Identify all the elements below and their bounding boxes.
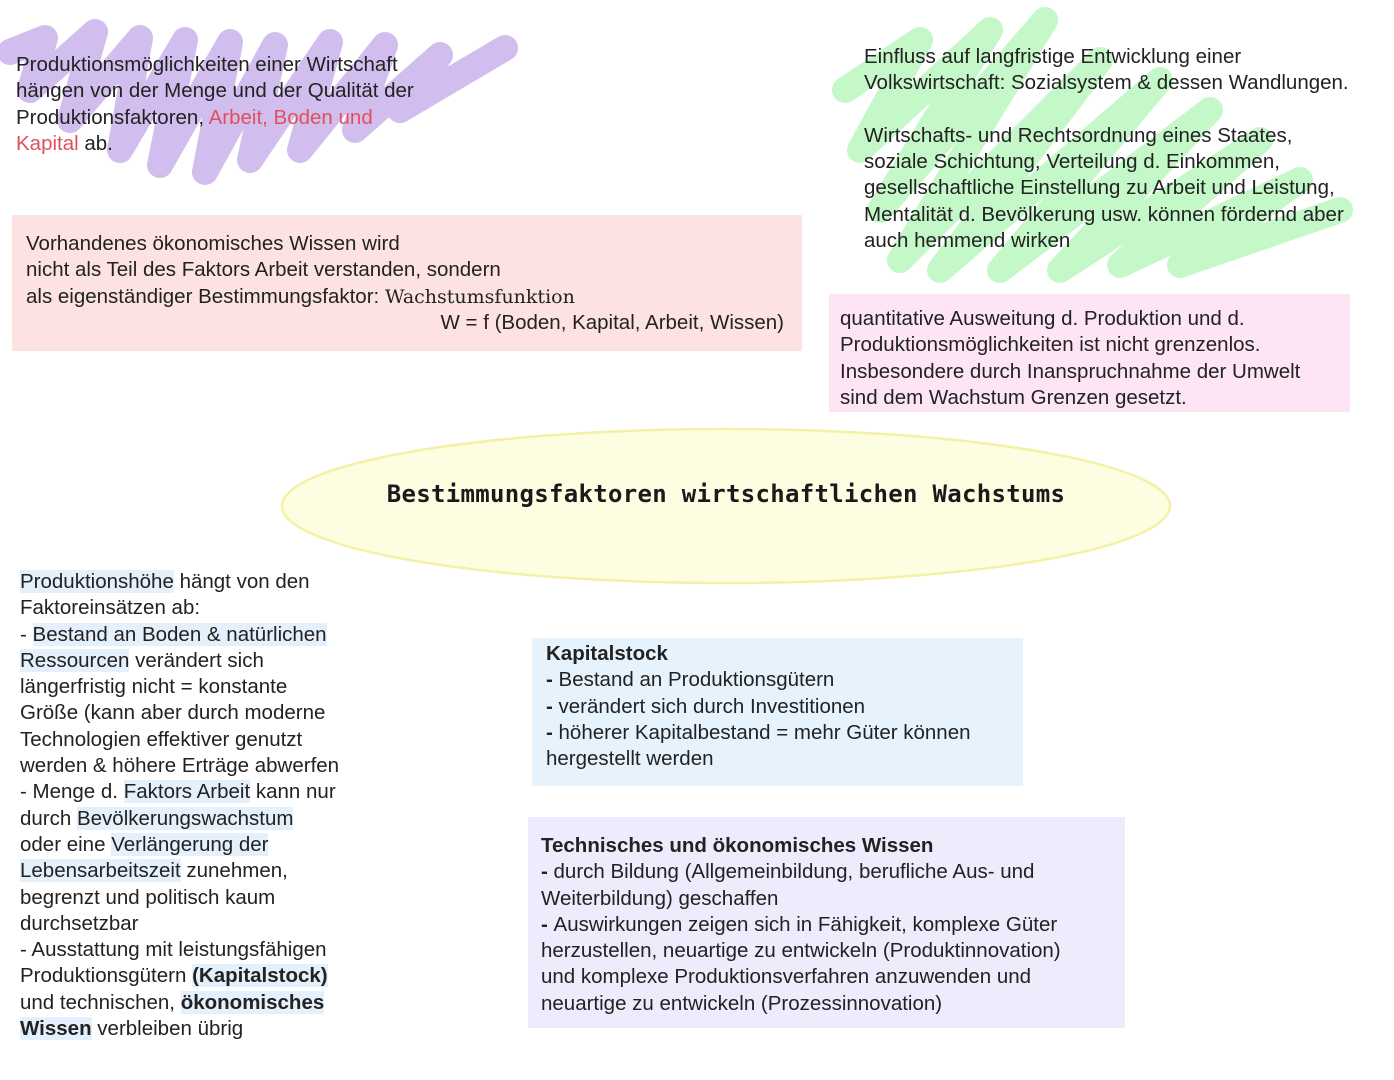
paragraph-gap (864, 97, 1394, 123)
text-segment: Bestand an Produktionsgütern (558, 668, 835, 692)
text-segment: durch (20, 806, 77, 830)
heading-text: Technisches und ökonomisches Wissen (541, 834, 934, 857)
text-line (546, 667, 1009, 693)
text-line: Mentalität d. Bevölkerung usw. können fördernd aber (864, 202, 1344, 226)
text-line (20, 832, 380, 858)
text-line: quantitative Ausweitung d. Produktion und d. (840, 307, 1245, 330)
produktionshoehe-text (20, 569, 380, 1042)
section-heading (546, 641, 1009, 667)
text-line (16, 105, 486, 131)
text-segment: - (20, 622, 33, 646)
text-segment: Produktionsgütern (20, 964, 193, 988)
text-line (541, 859, 1112, 885)
bold-term: ökonomisches (180, 990, 325, 1014)
text-segment: kann nur (250, 780, 336, 804)
text-line: Größe (kann aber durch moderne (20, 701, 326, 725)
bold-term: Wissen (20, 1017, 92, 1041)
highlighted-term: Ressourcen (20, 648, 130, 672)
highlighted-term: Verlängerung der (111, 832, 269, 856)
dash: - (546, 720, 559, 744)
text-line: Produktionsmöglichkeiten einer Wirtschaft (16, 53, 398, 76)
text-line: hängen von der Menge und der Qualität der (16, 79, 414, 103)
text-line (16, 131, 486, 157)
text-line: auch hemmend wirken (864, 229, 1071, 253)
text-line: und komplexe Produktionsverfahren anzuwenden und (541, 965, 1032, 989)
text-line: Einfluss auf langfristige Entwicklung einer (864, 45, 1242, 68)
technik-box (528, 817, 1125, 1028)
kapitalstock-box (532, 638, 1023, 786)
dash: - (546, 694, 559, 718)
text-segment: und technischen, (20, 990, 181, 1014)
highlighted-factors: Kapital (16, 131, 79, 155)
text-line (20, 648, 380, 674)
text-line (20, 779, 380, 805)
text-line: Wirtschafts- und Rechtsordnung eines Staates, (864, 123, 1293, 147)
text-line: soziale Schichtung, Verteilung d. Einkommen, (864, 150, 1280, 174)
text-segment: verändert sich durch Investitionen (558, 694, 866, 718)
text-line: werden & höhere Erträge abwerfen (20, 754, 340, 778)
highlighted-term: Faktors Arbeit (123, 780, 251, 804)
text-line: begrenzt und politisch kaum (20, 885, 276, 909)
highlighted-term: Produktionshöhe (20, 570, 174, 593)
text-line (20, 990, 380, 1016)
text-line (20, 963, 380, 989)
text-segment: als eigenständiger Bestimmungsfaktor: (26, 284, 385, 308)
text-line: hergestellt werden (546, 747, 714, 771)
text-line: nicht als Teil des Faktors Arbeit verstanden, sondern (26, 258, 501, 282)
text-line (546, 694, 1009, 720)
wachstumsfunktion-term: Wachstumsfunktion (384, 285, 575, 308)
text-line (546, 720, 1009, 746)
dash: - (541, 860, 554, 884)
highlighted-term: Bestand an Boden & natürlichen (32, 622, 327, 646)
text-segment: Produktionsfaktoren, (16, 105, 209, 129)
text-line: Weiterbildung) geschaffen (541, 886, 779, 910)
text-line (26, 284, 788, 310)
text-line: durchsetzbar (20, 911, 139, 935)
highlighted-term: Lebensarbeitszeit (20, 859, 181, 883)
text-line (541, 912, 1112, 938)
text-line: - Ausstattung mit leistungsfähigen (20, 938, 327, 962)
text-line: Insbesondere durch Inanspruchnahme der Umwelt (840, 359, 1301, 383)
text-line (20, 806, 380, 832)
text-line: Volkswirtschaft: Sozialsystem & dessen Wandlungen. (864, 71, 1349, 95)
wissen-box (12, 215, 802, 351)
text-segment: verändert sich (129, 648, 264, 672)
text-segment: durch Bildung (Allgemeinbildung, berufliche Aus- und (553, 860, 1035, 884)
heading-text: Kapitalstock (546, 642, 668, 665)
text-segment: oder eine (20, 832, 112, 856)
text-line: Vorhandenes ökonomisches Wissen wird (26, 232, 400, 255)
growth-formula: W = f (Boden, Kapital, Arbeit, Wissen) (440, 310, 784, 334)
text-line (20, 622, 380, 648)
dash: - (546, 668, 559, 692)
dash: - (541, 912, 554, 936)
highlighted-term: Bevölkerungswachstum (76, 806, 294, 830)
einfluss-text (864, 44, 1394, 254)
produktionsfaktoren-text (16, 52, 486, 157)
text-segment: ab. (78, 131, 113, 155)
text-line: neuartige zu entwickeln (Prozessinnovation) (541, 991, 943, 1015)
highlighted-factors: Arbeit, Boden und (208, 105, 373, 129)
text-line: längerfristig nicht = konstante (20, 675, 288, 699)
text-line: Faktoreinsätzen ab: (20, 596, 201, 620)
text-line (20, 1016, 380, 1042)
grenzen-box (829, 294, 1350, 412)
page-title: Bestimmungsfaktoren wirtschaftlichen Wachstums (386, 480, 1066, 508)
text-segment: verbleiben übrig (91, 1017, 244, 1041)
text-segment: - Menge d. (20, 780, 124, 804)
section-heading (541, 833, 1112, 859)
text-segment: hängt von den (173, 570, 310, 593)
bold-term: (Kapitalstock) (192, 964, 328, 988)
text-segment: zunehmen, (180, 859, 288, 883)
text-segment: höherer Kapitalbestand = mehr Güter können (558, 720, 971, 744)
text-line (20, 569, 380, 595)
text-line: sind dem Wachstum Grenzen gesetzt. (840, 385, 1187, 409)
text-line: Technologien effektiver genutzt (20, 727, 303, 751)
text-line (20, 858, 380, 884)
text-line: gesellschaftliche Einstellung zu Arbeit und Leistung, (864, 176, 1335, 200)
text-segment: Auswirkungen zeigen sich in Fähigkeit, komplexe Güter (553, 912, 1058, 936)
text-line: herzustellen, neuartige zu entwickeln (Produktinnovation) (541, 939, 1061, 963)
text-line: Produktionsmöglichkeiten ist nicht grenzenlos. (840, 333, 1261, 357)
